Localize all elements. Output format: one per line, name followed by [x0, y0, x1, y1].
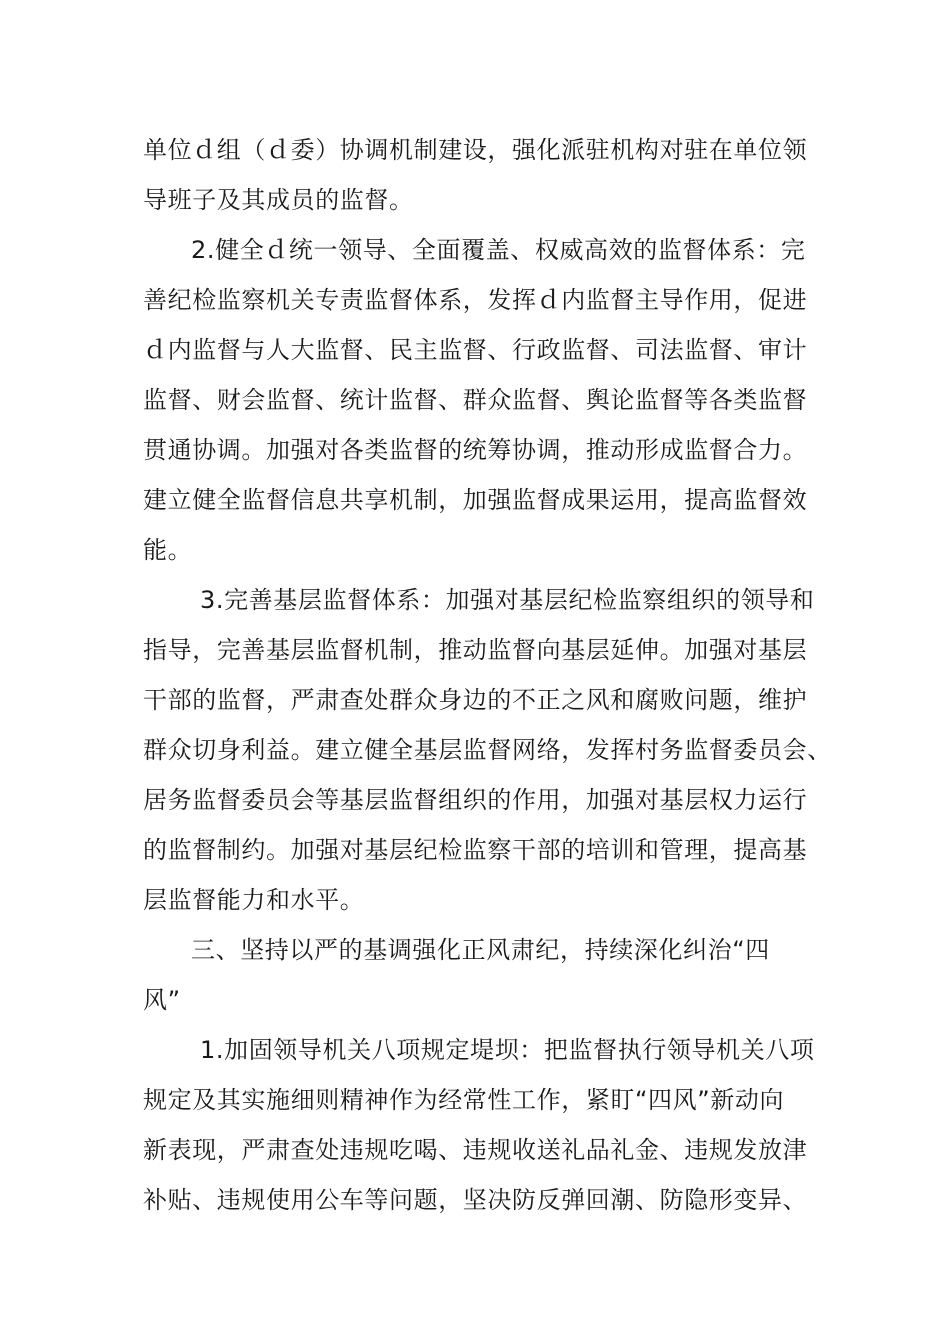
- section-heading: 三、坚持以严的基调强化正风肃纪，持续深化纠治“四: [191, 936, 770, 964]
- text-line: 干部的监督，严肃查处群众身边的不正之风和腐败问题，维护: [143, 686, 808, 714]
- text-line: 建立健全监督信息共享机制，加强监督成果运用，提高监督效: [143, 486, 808, 514]
- text-line: 的监督制约。加强对基层纪检监察干部的培训和管理，提高基: [143, 836, 808, 864]
- text-line: 单位ｄ组（ｄ委）协调机制建设，强化派驻机构对驻在单位领: [143, 136, 808, 164]
- text-line: ｄ内监督与人大监督、民主监督、行政监督、司法监督、审计: [143, 336, 808, 364]
- text-line: 导班子及其成员的监督。: [143, 186, 414, 214]
- text-line: 层监督能力和水平。: [143, 886, 365, 914]
- text-line: 规定及其实施细则精神作为经常性工作，紧盯“四风”新动向: [143, 1086, 785, 1114]
- section-heading-continued: 风”: [143, 986, 181, 1014]
- text-line: 1.加固领导机关八项规定堤坝：把监督执行领导机关八项: [200, 1036, 815, 1064]
- text-line: 群众切身利益。建立健全基层监督网络，发挥村务监督委员会、: [143, 736, 832, 764]
- text-line: 2.健全ｄ统一领导、全面覆盖、权威高效的监督体系：完: [191, 236, 806, 264]
- text-line: 新表现，严肃查处违规吃喝、违规收送礼品礼金、违规发放津: [143, 1136, 808, 1164]
- text-line: 补贴、违规使用公车等问题，坚决防反弹回潮、防隐形变异、: [143, 1186, 808, 1214]
- text-line: 贯通协调。加强对各类监督的统筹协调，推动形成监督合力。: [143, 436, 808, 464]
- text-line: 指导，完善基层监督机制，推动监督向基层延伸。加强对基层: [143, 636, 808, 664]
- text-line: 3.完善基层监督体系：加强对基层纪检监察组织的领导和: [200, 586, 815, 614]
- text-line: 监督、财会监督、统计监督、群众监督、舆论监督等各类监督: [143, 386, 808, 414]
- text-line: 居务监督委员会等基层监督组织的作用，加强对基层权力运行: [143, 786, 808, 814]
- text-line: 善纪检监察机关专责监督体系，发挥ｄ内监督主导作用，促进: [143, 286, 808, 314]
- text-line: 能。: [143, 536, 193, 564]
